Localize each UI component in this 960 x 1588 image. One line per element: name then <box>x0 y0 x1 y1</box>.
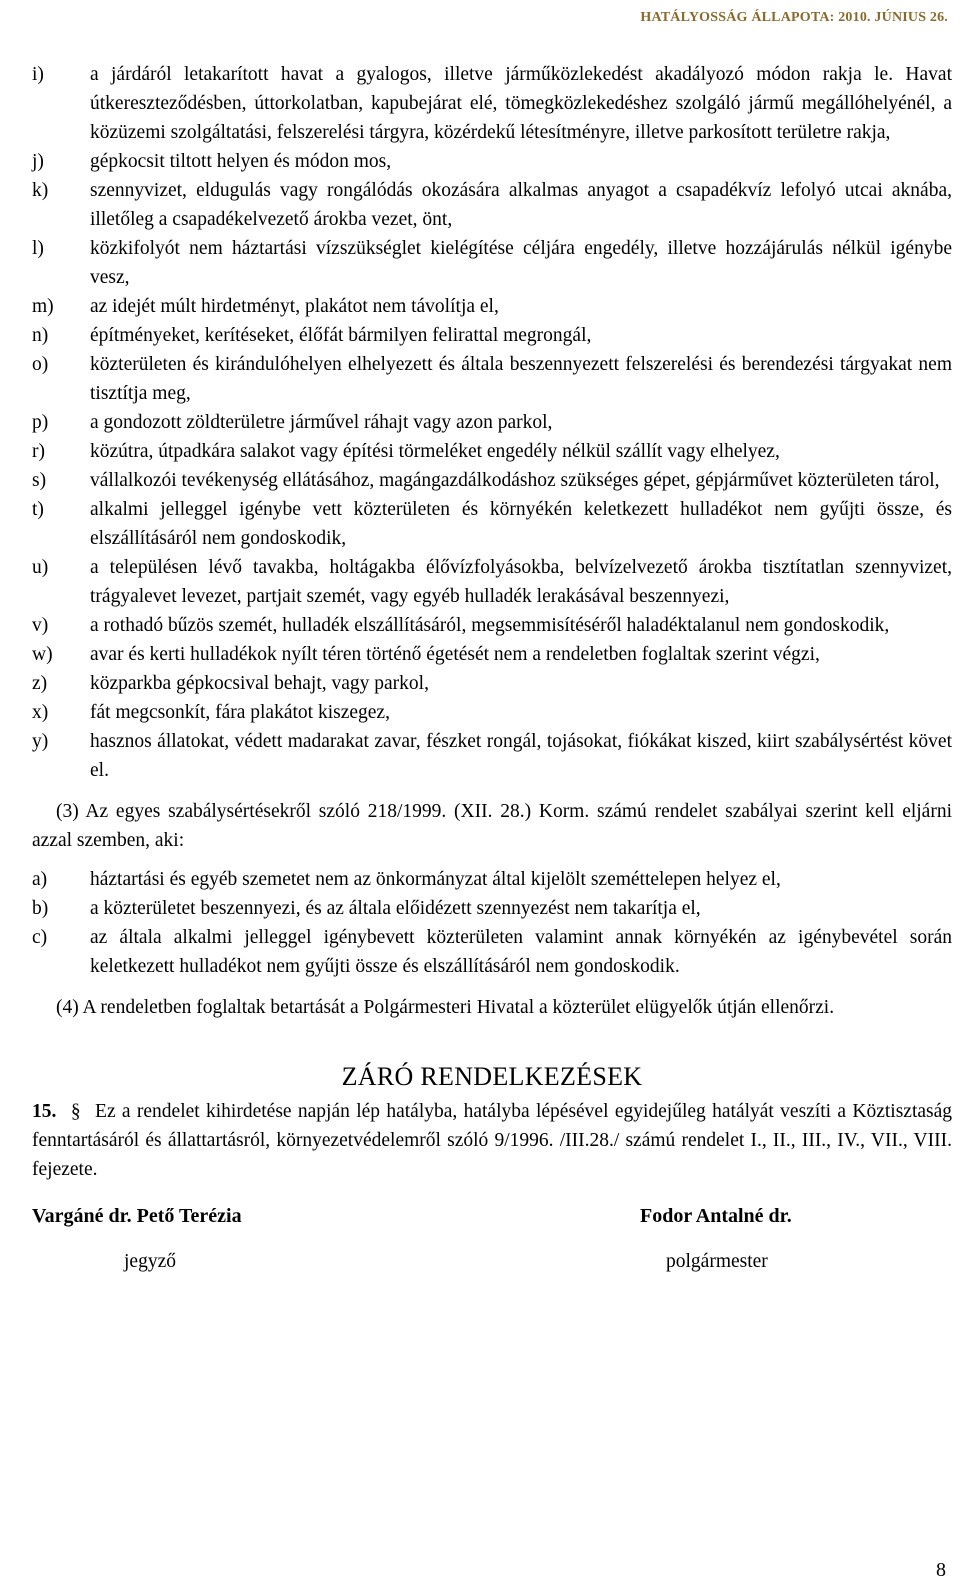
section-title: ZÁRÓ RENDELKEZÉSEK <box>341 1062 643 1091</box>
list-item: y) hasznos állatokat, védett madarakat zavar, fészket rongál, tojásokat, fiókákat kiszed, kiirt szabálysértést követ el. <box>32 731 952 781</box>
list-item: o) közterületen és kirándulóhelyen elhelyezett és általa beszennyezett felszerelési és berendezési tárgyakat nem tisztítja meg, <box>32 354 952 404</box>
list-item: c) az általa alkalmi jelleggel igénybevett közterületen valamint annak környékén az igénybevétel során keletkezett hulladékot nem gyűjti össze és elszállításáról nem gondoskodik. <box>32 927 952 977</box>
signature-block <box>32 1202 952 1276</box>
page-number: 8 <box>936 1559 946 1581</box>
list-item: r) közútra, útpadkára salakot vagy építési törmeléket engedély nélkül szállít vagy elhelyez, <box>32 441 780 462</box>
list-item: a) háztartási és egyéb szemetet nem az önkormányzat által kijelölt szeméttelepen helyez el, <box>32 869 781 890</box>
paragraph-4: (4) A rendeletben foglaltak betartását a Polgármesteri Hivatal a közterület elügyelők útján ellenőrzi. <box>56 997 835 1018</box>
status-header: HATÁLYOSSÁG ÁLLAPOTA: 2010. JÚNIUS 26. <box>640 10 948 25</box>
list-item: b) a közterületet beszennyezi, és az általa előidézett szennyezést nem takarítja el, <box>32 898 701 919</box>
list-item: t) alkalmi jelleggel igénybe vett közterületen és környékén keletkezett hulladékot nem gyűjti össze, és elszállításáról nem gondoskodik, <box>32 499 952 549</box>
signature-right <box>520 1202 940 1276</box>
signatory-name: Fodor Antalné dr. <box>640 1205 792 1227</box>
paragraph-3: (3) Az egyes szabálysértésekről szóló 218/1999. (XII. 28.) Korm. számú rendelet szabályai szerint kell eljárni azzal szemben, aki: <box>32 801 952 851</box>
signature-left <box>32 1202 472 1276</box>
article-number: 15. <box>32 1101 57 1122</box>
list-item: u) a településen lévő tavakba, holtágakba élővízfolyásokba, belvízelvezető árokba tisztítatlan szennyvizet, trágyalevet levezet, partjait szemét, vagy egyéb hulladék lerakásával beszennyezi, <box>32 557 952 607</box>
signatory-title: jegyző <box>124 1251 176 1272</box>
secondary-list <box>32 865 952 981</box>
list-item: v) a rothadó bűzös szemét, hulladék elszállításáról, megsemmisítéséről haladéktalanul nem gondoskodik, <box>32 615 890 636</box>
section-symbol: § <box>70 1101 81 1122</box>
list-item: x) fát megcsonkít, fára plakátot kiszegez, <box>32 702 390 723</box>
list-item: i) a járdáról letakarított havat a gyalogos, illetve járműközlekedést akadályozó módon rakja le. Havat útkereszteződésben, úttorkolatban, kapubejárat elé, tömegközlekedéshez szolgáló jármű megállóhelyénél, a közüzemi szolgáltatási, felszerelési tárgyra, közérdekű létesítményre, illetve parkosított területre rakja, <box>32 64 952 143</box>
signatory-title: polgármester <box>666 1251 768 1272</box>
signatory-name: Vargáné dr. Pető Terézia <box>32 1205 242 1227</box>
offense-list <box>32 60 952 785</box>
document-body <box>32 60 952 1276</box>
list-item: w) avar és kerti hulladékok nyílt téren történő égetését nem a rendeletben foglaltak szerint végzi, <box>32 644 820 665</box>
article-text: Ez a rendelet kihirdetése napján lép hatályba, hatályba lépésével egyidejűleg hatályát veszíti a Köztisztaság fenntartásáról és állattartásról, környezetvédelemről szóló 9/1996. /III.28./ számú rendelet I., II., III., IV., VII., VIII. fejezete. <box>32 1101 953 1180</box>
list-item: s) vállalkozói tevékenység ellátásához, magángazdálkodáshoz szükséges gépet, gépjárművet közterületen tárol, <box>32 470 940 491</box>
list-item: k) szennyvizet, eldugulás vagy rongálódás okozására alkalmas anyagot a csapadékvíz lefolyó utcai aknába, illetőleg a csapadékelvezető árokba vezet, önt, <box>32 180 952 230</box>
list-item: m) az idejét múlt hirdetményt, plakátot nem távolítja el, <box>32 296 499 317</box>
list-item: z) közparkba gépkocsival behajt, vagy parkol, <box>32 673 429 694</box>
list-item: l) közkifolyót nem háztartási vízszükséglet kielégítése céljára engedély, illetve hozzájárulás nélkül igénybe vesz, <box>32 238 952 288</box>
list-item: p) a gondozott zöldterületre járművel ráhajt vagy azon parkol, <box>32 412 553 433</box>
list-item: j) gépkocsit tiltott helyen és módon mos, <box>32 151 392 172</box>
article-15 <box>32 1097 952 1184</box>
list-item: n) építményeket, kerítéseket, élőfát bármilyen felirattal megrongál, <box>32 325 592 346</box>
